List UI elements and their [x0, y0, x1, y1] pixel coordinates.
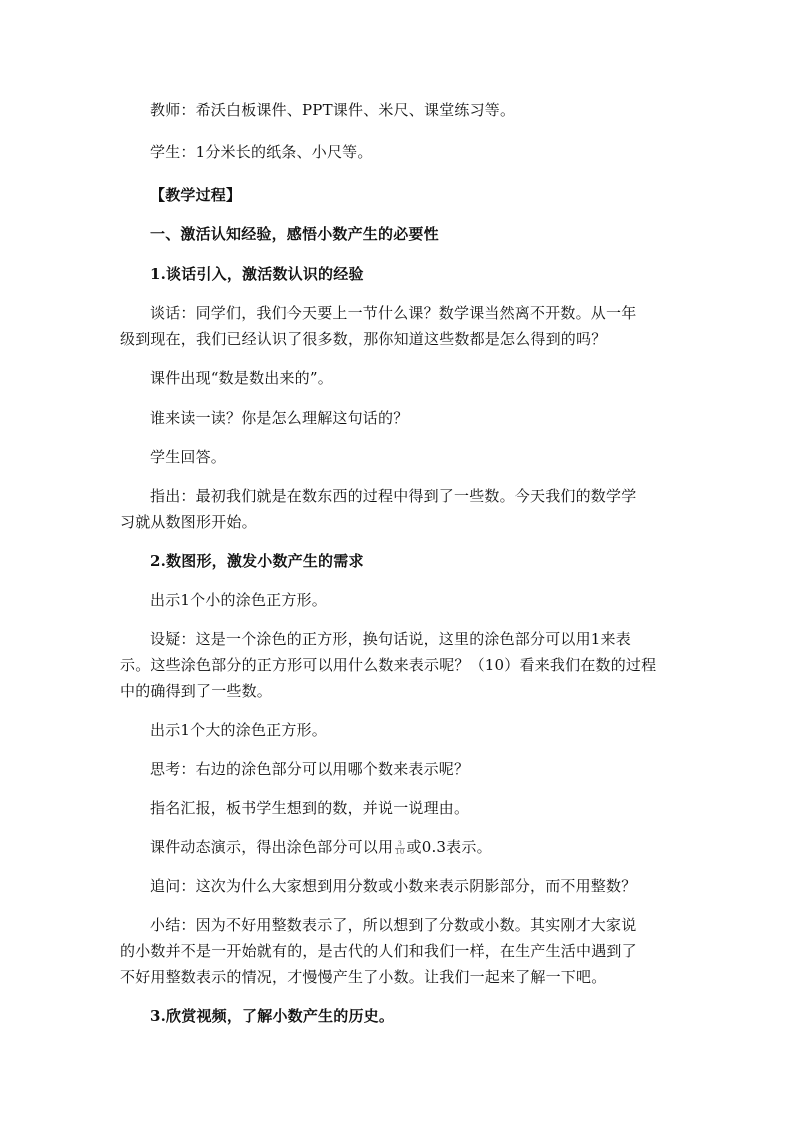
section-1-heading: 一、激活认知经验，感悟小数产生的必要性: [150, 225, 439, 243]
paragraph-summary-line3: 不好用整数表示的情况，才慢慢产生了小数。让我们一起来了解一下吧。: [120, 968, 607, 986]
fraction-numerator: 3: [397, 839, 403, 848]
paragraph-follow-up: 追问：这次为什么大家想到用分数或小数来表示阴影部分，而不用整数？: [150, 877, 637, 895]
paragraph-show-large: 出示1个大的涂色正方形。: [150, 721, 327, 739]
paragraph-courseware: 课件出现“数是数出来的”。: [150, 369, 333, 387]
paragraph-report: 指名汇报，板书学生想到的数，并说一说理由。: [150, 799, 470, 817]
demo-text-after: 或0.3表示。: [406, 838, 492, 856]
paragraph-demo: [150, 834, 710, 860]
paragraph-think: 思考：右边的涂色部分可以用哪个数来表示呢？: [150, 760, 470, 778]
paragraph-talk-line1: 谈话：同学们，我们今天要上一节什么课？数学课当然离不开数。从一年: [150, 304, 637, 322]
fraction-denominator: 10: [395, 847, 405, 856]
paragraph-summary-line2: 的小数并不是一开始就有的，是古代的人们和我们一样，在生产生活中遇到了: [120, 942, 637, 960]
subsection-3-heading: 3.欣赏视频，了解小数产生的历史。: [150, 1007, 395, 1025]
teacher-materials: 教师：希沃白板课件、PPT课件、米尺、课堂练习等。: [150, 101, 516, 119]
paragraph-question: 谁来读一读？你是怎么理解这句话的？: [150, 409, 409, 427]
paragraph-point-line1: 指出：最初我们就是在数东西的过程中得到了一些数。今天我们的数学学: [150, 487, 637, 505]
process-heading: 【教学过程】: [150, 186, 242, 204]
paragraph-student-answer: 学生回答。: [150, 448, 227, 466]
paragraph-doubt-line1: 设疑：这是一个涂色的正方形，换句话说，这里的涂色部分可以用1来表: [150, 630, 631, 648]
subsection-2-heading: 2.数图形，激发小数产生的需求: [150, 552, 364, 570]
subsection-1-heading: 1.谈话引入，激活数认识的经验: [150, 265, 364, 283]
paragraph-show-small: 出示1个小的涂色正方形。: [150, 591, 327, 609]
paragraph-summary-line1: 小结：因为不好用整数表示了，所以想到了分数或小数。其实刚才大家说: [150, 916, 637, 934]
demo-text-before: 课件动态演示，得出涂色部分可以用: [150, 838, 394, 856]
fraction-three-tenths: [395, 841, 404, 856]
paragraph-point-line2: 习就从数图形开始。: [120, 513, 257, 531]
paragraph-talk-line2: 级到现在，我们已经认识了很多数，那你知道这些数都是怎么得到的吗？: [120, 330, 607, 348]
student-materials: 学生：1分米长的纸条、小尺等。: [150, 143, 373, 161]
paragraph-doubt-line2: 示。这些涂色部分的正方形可以用什么数来表示呢？（10）看来我们在数的过程: [120, 656, 657, 674]
paragraph-doubt-line3: 中的确得到了一些数。: [120, 682, 273, 700]
